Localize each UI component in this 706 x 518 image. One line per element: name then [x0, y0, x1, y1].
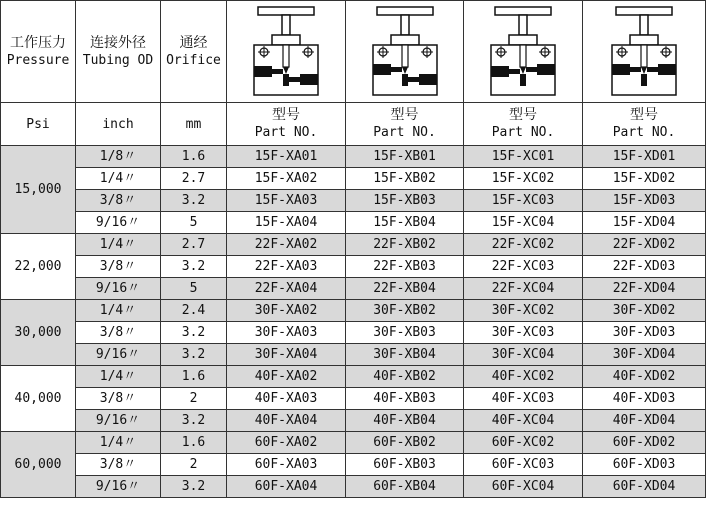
- table-row: [1, 168, 706, 190]
- part-number: 15F-XA04: [227, 212, 346, 234]
- part-number: 30F-XA03: [227, 322, 346, 344]
- valve-schematic: [606, 4, 682, 100]
- valve-pattern-d-icon: [583, 1, 706, 103]
- valve-pattern-c-icon: [464, 1, 583, 103]
- part-number: 60F-XB02: [346, 432, 464, 454]
- part-number: 40F-XA03: [227, 388, 346, 410]
- part-number: 15F-XA03: [227, 190, 346, 212]
- valve-schematic: [248, 4, 324, 100]
- part-number: 22F-XA03: [227, 256, 346, 278]
- part-number: 40F-XA02: [227, 366, 346, 388]
- tubing-od-value: 3/8〃: [76, 454, 161, 476]
- orifice-value: 3.2: [161, 322, 227, 344]
- part-number: 15F-XA01: [227, 146, 346, 168]
- part-number: 22F-XB03: [346, 256, 464, 278]
- part-no-header: 型号 Part NO.: [346, 103, 464, 146]
- part-number: 60F-XC02: [464, 432, 583, 454]
- table-row: [1, 190, 706, 212]
- tubing-od-value: 9/16〃: [76, 410, 161, 432]
- part-number: 40F-XB03: [346, 388, 464, 410]
- pressure-header: 工作压力 Pressure: [1, 1, 76, 103]
- part-number: 15F-XB03: [346, 190, 464, 212]
- part-no-header: 型号 Part NO.: [583, 103, 706, 146]
- table-row: [1, 476, 706, 498]
- table-row: [1, 300, 706, 322]
- part-number: 60F-XA02: [227, 432, 346, 454]
- orifice-value: 2.7: [161, 168, 227, 190]
- tubing-od-value: 9/16〃: [76, 212, 161, 234]
- part-number: 15F-XD01: [583, 146, 706, 168]
- part-number: 40F-XC04: [464, 410, 583, 432]
- part-number: 30F-XA04: [227, 344, 346, 366]
- part-number: 15F-XB04: [346, 212, 464, 234]
- table-row: [1, 212, 706, 234]
- part-number: 22F-XD04: [583, 278, 706, 300]
- part-number: 60F-XA03: [227, 454, 346, 476]
- part-number: 15F-XC02: [464, 168, 583, 190]
- table-row: [1, 432, 706, 454]
- tubing-od-value: 3/8〃: [76, 256, 161, 278]
- part-no-header: 型号 Part NO.: [227, 103, 346, 146]
- part-number: 15F-XC03: [464, 190, 583, 212]
- orifice-value: 3.2: [161, 476, 227, 498]
- part-number: 60F-XD03: [583, 454, 706, 476]
- orifice-value: 2.4: [161, 300, 227, 322]
- tubing-od-value: 9/16〃: [76, 278, 161, 300]
- pressure-value: 60,000: [1, 432, 76, 498]
- table-row: [1, 366, 706, 388]
- table-row: [1, 454, 706, 476]
- orifice-value: 1.6: [161, 432, 227, 454]
- part-number: 40F-XD04: [583, 410, 706, 432]
- part-number: 30F-XB02: [346, 300, 464, 322]
- part-number: 22F-XA04: [227, 278, 346, 300]
- valve-schematic: [367, 4, 443, 100]
- orifice-value: 1.6: [161, 366, 227, 388]
- tubing-od-value: 1/4〃: [76, 300, 161, 322]
- orifice-value: 5: [161, 278, 227, 300]
- table-row: [1, 278, 706, 300]
- part-number: 40F-XD03: [583, 388, 706, 410]
- part-number: 30F-XA02: [227, 300, 346, 322]
- tubing-unit: inch: [76, 103, 161, 146]
- orifice-value: 2: [161, 454, 227, 476]
- part-number: 60F-XB04: [346, 476, 464, 498]
- part-number: 40F-XA04: [227, 410, 346, 432]
- part-no-header: 型号 Part NO.: [464, 103, 583, 146]
- pressure-unit: Psi: [1, 103, 76, 146]
- part-number: 15F-XD04: [583, 212, 706, 234]
- part-number: 30F-XD02: [583, 300, 706, 322]
- part-number: 60F-XD04: [583, 476, 706, 498]
- part-number: 30F-XC03: [464, 322, 583, 344]
- tubing-od-value: 1/4〃: [76, 432, 161, 454]
- part-number: 15F-XC01: [464, 146, 583, 168]
- orifice-value: 5: [161, 212, 227, 234]
- tubing-od-value: 3/8〃: [76, 322, 161, 344]
- orifice-value: 3.2: [161, 256, 227, 278]
- tubing-od-value: 9/16〃: [76, 344, 161, 366]
- orifice-value: 3.2: [161, 190, 227, 212]
- part-number: 22F-XB02: [346, 234, 464, 256]
- orifice-value: 2.7: [161, 234, 227, 256]
- part-number: 15F-XA02: [227, 168, 346, 190]
- part-number: 22F-XC02: [464, 234, 583, 256]
- tubing-od-value: 1/4〃: [76, 168, 161, 190]
- part-number: 15F-XB01: [346, 146, 464, 168]
- part-number: 15F-XB02: [346, 168, 464, 190]
- part-number: 15F-XD03: [583, 190, 706, 212]
- units-row: [1, 103, 706, 146]
- part-number: 22F-XD03: [583, 256, 706, 278]
- tubing-od-value: 9/16〃: [76, 476, 161, 498]
- part-number: 30F-XC02: [464, 300, 583, 322]
- tubing-od-header: 连接外径 Tubing OD: [76, 1, 161, 103]
- orifice-value: 3.2: [161, 344, 227, 366]
- part-number: 60F-XC03: [464, 454, 583, 476]
- part-number: 30F-XB04: [346, 344, 464, 366]
- part-number: 22F-XB04: [346, 278, 464, 300]
- tubing-od-value: 1/4〃: [76, 366, 161, 388]
- part-number: 30F-XD03: [583, 322, 706, 344]
- table-row: [1, 234, 706, 256]
- part-number: 22F-XC03: [464, 256, 583, 278]
- part-number: 22F-XD02: [583, 234, 706, 256]
- table-row: [1, 322, 706, 344]
- part-number: 15F-XC04: [464, 212, 583, 234]
- part-number: 60F-XD02: [583, 432, 706, 454]
- part-number: 40F-XC03: [464, 388, 583, 410]
- part-number: 40F-XD02: [583, 366, 706, 388]
- part-number: 40F-XC02: [464, 366, 583, 388]
- valve-schematic: [485, 4, 561, 100]
- orifice-value: 3.2: [161, 410, 227, 432]
- orifice-value: 2: [161, 388, 227, 410]
- table-row: [1, 256, 706, 278]
- part-number: 40F-XB04: [346, 410, 464, 432]
- tubing-od-value: 1/8〃: [76, 146, 161, 168]
- tubing-od-value: 3/8〃: [76, 190, 161, 212]
- part-number: 30F-XB03: [346, 322, 464, 344]
- part-number: 60F-XC04: [464, 476, 583, 498]
- pressure-value: 15,000: [1, 146, 76, 234]
- pressure-value: 22,000: [1, 234, 76, 300]
- tubing-od-value: 1/4〃: [76, 234, 161, 256]
- valve-pattern-b-icon: [346, 1, 464, 103]
- part-number: 22F-XA02: [227, 234, 346, 256]
- valve-pattern-a-icon: [227, 1, 346, 103]
- pressure-value: 40,000: [1, 366, 76, 432]
- table-row: [1, 344, 706, 366]
- orifice-unit: mm: [161, 103, 227, 146]
- table-row: [1, 388, 706, 410]
- table-row: [1, 410, 706, 432]
- part-number: 30F-XC04: [464, 344, 583, 366]
- part-number: 60F-XA04: [227, 476, 346, 498]
- tubing-od-value: 3/8〃: [76, 388, 161, 410]
- pressure-value: 30,000: [1, 300, 76, 366]
- part-number: 30F-XD04: [583, 344, 706, 366]
- orifice-value: 1.6: [161, 146, 227, 168]
- part-number: 60F-XB03: [346, 454, 464, 476]
- table-row: [1, 146, 706, 168]
- header-row: [1, 1, 706, 103]
- part-number: 40F-XB02: [346, 366, 464, 388]
- part-number: 15F-XD02: [583, 168, 706, 190]
- orifice-header: 通经 Orifice: [161, 1, 227, 103]
- part-number: 22F-XC04: [464, 278, 583, 300]
